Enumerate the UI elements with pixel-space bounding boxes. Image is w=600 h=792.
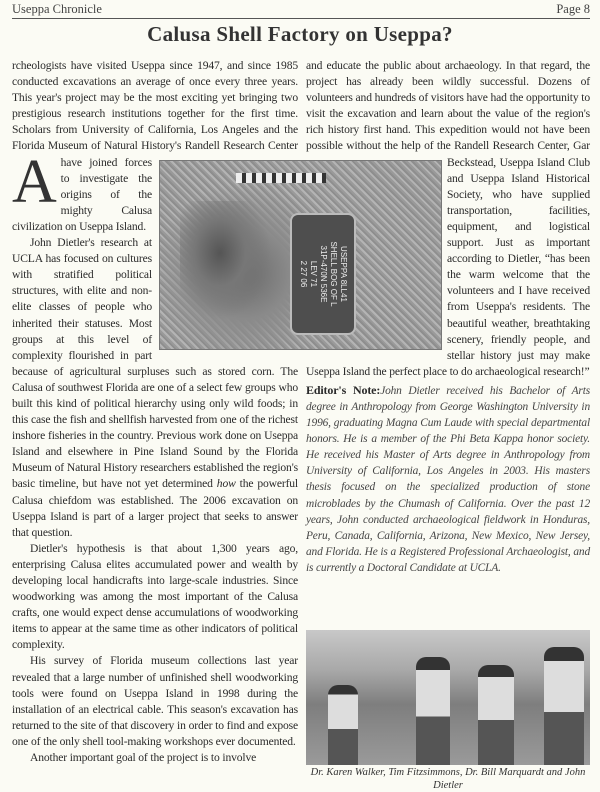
shells-image bbox=[180, 201, 280, 331]
editors-note-label: Editor's Note: bbox=[306, 382, 381, 397]
drop-cap: A bbox=[12, 148, 57, 216]
page-number: Page 8 bbox=[556, 2, 590, 16]
emphasis: how bbox=[216, 477, 236, 491]
paragraph: and educate the public about archaeology. In that regard, the project has already been wildly successful. Dozens of volunteers and hundreds of visitors have had the opportunity to visit the excavation and learn about the value of the region's rich history first hand. This expedition would not have been possible without the help of the Randell Research Center, Gar Beckstead, Useppa Island Club and Useppa Island Historical Society, who have supplied transportation, facilities, equipment, and logistical support. Just as important according to Dietler, “has been the warm welcome that the volunteers and I have received from Useppa's residents. The beautiful weather, breathtaking scenery, friendly people, and stellar history just may make Useppa Island the perfect place to do archaeological research!” bbox=[306, 59, 590, 378]
paragraph-text: the powerful Calusa chiefdom was established. The 2006 excavation on Useppa Island is part of a larger project that seeks to answer that question. bbox=[12, 477, 298, 539]
editors-note bbox=[306, 382, 590, 576]
article-title: Calusa Shell Factory on Useppa? bbox=[147, 22, 453, 46]
person bbox=[328, 685, 358, 765]
excavation-tag bbox=[290, 213, 356, 335]
excavation-photo bbox=[159, 160, 442, 350]
publication-name: Useppa Chronicle bbox=[12, 2, 102, 16]
paragraph-text: John Dietler's research at UCLA has focused on cultures with stratified political structures, with elite and non-elite classes of people who inherited their statuses. Most groups at this level of complexity flourished in part because of agricultural surpluses such as stored corn. The Calusa of southwest Florida are one of a select few groups who built this kind of political hierarchy using only wild foods; in this case the fish and shellfish harvested from one of the richest inshore fisheries in the country. Previous work done on Useppa Island and elsewhere in Pine Island Sound by the Florida Museum of Natural History researchers established the region's basic timeline, but have not yet determined bbox=[12, 236, 298, 491]
header-rule bbox=[12, 18, 590, 19]
scale-bar bbox=[236, 173, 326, 183]
paragraph: rcheologists have visited Useppa since 1947, and since 1985 conducted excavations an average of once every three years. This year's project may be the most exciting yet bringing two prestigious research institutions together for the first time. Scholars from University of California, Los Angeles and the Florida Museum of Natural History's Randell Research Center have joined forces to investigate the origins of the mighty Calusa civilization on Useppa Island. bbox=[12, 59, 298, 233]
person bbox=[416, 657, 450, 765]
team-photo bbox=[306, 630, 590, 765]
paragraph: Dietler's hypothesis is that about 1,300 years ago, enterprising Calusa elites accumulated power and wealth by developing local handicrafts into large-scale industries. Since woodworking was among the most important of the Calusa crafts, one would expect dense accumulations of woodworking items to appear at the same time as other indicators of political complexity. bbox=[12, 541, 298, 652]
paragraph: Another important goal of the project is to involve bbox=[30, 751, 257, 765]
paragraph: His survey of Florida museum collections last year revealed that a large number of unfinished shell woodworking tools were found on Useppa Island in 1998 during the installation of an electrical cable. This season's excavation has returned to the site of that discovery in order to find and expose one of the only shell tool-making workshops ever documented. bbox=[12, 654, 298, 748]
tag-text: USEPPA 8LL41 SHELL BOG OF L 31P-470N 536E LEV 71 2 27 06 bbox=[299, 241, 348, 307]
photo-caption: Dr. Karen Walker, Tim Fitzsimmons, Dr. Bill Marquardt and John Dietler bbox=[310, 767, 586, 791]
person bbox=[544, 647, 584, 765]
editors-note-text: John Dietler received his Bachelor of Arts degree in Anthropology from George Washington University in 1996, graduating Magna Cum Laude with special departmental honors. He is a member of the Phi Beta Kappa honor society. He received his Master of Arts degree in Anthropology from University of California, Los Angeles in 2003. His masters thesis focused on the specialized production of stone microblades by the Chumash of California. Over the past 12 years, John conducted archaeological fieldwork in Honduras, Peru, Canada, California, Arizona, New Mexico, New Jersey, and Florida. He is a Registered Professional Archaeologist, and is currently a Doctoral Candidate at UCLA. bbox=[306, 384, 590, 574]
person bbox=[478, 665, 514, 765]
